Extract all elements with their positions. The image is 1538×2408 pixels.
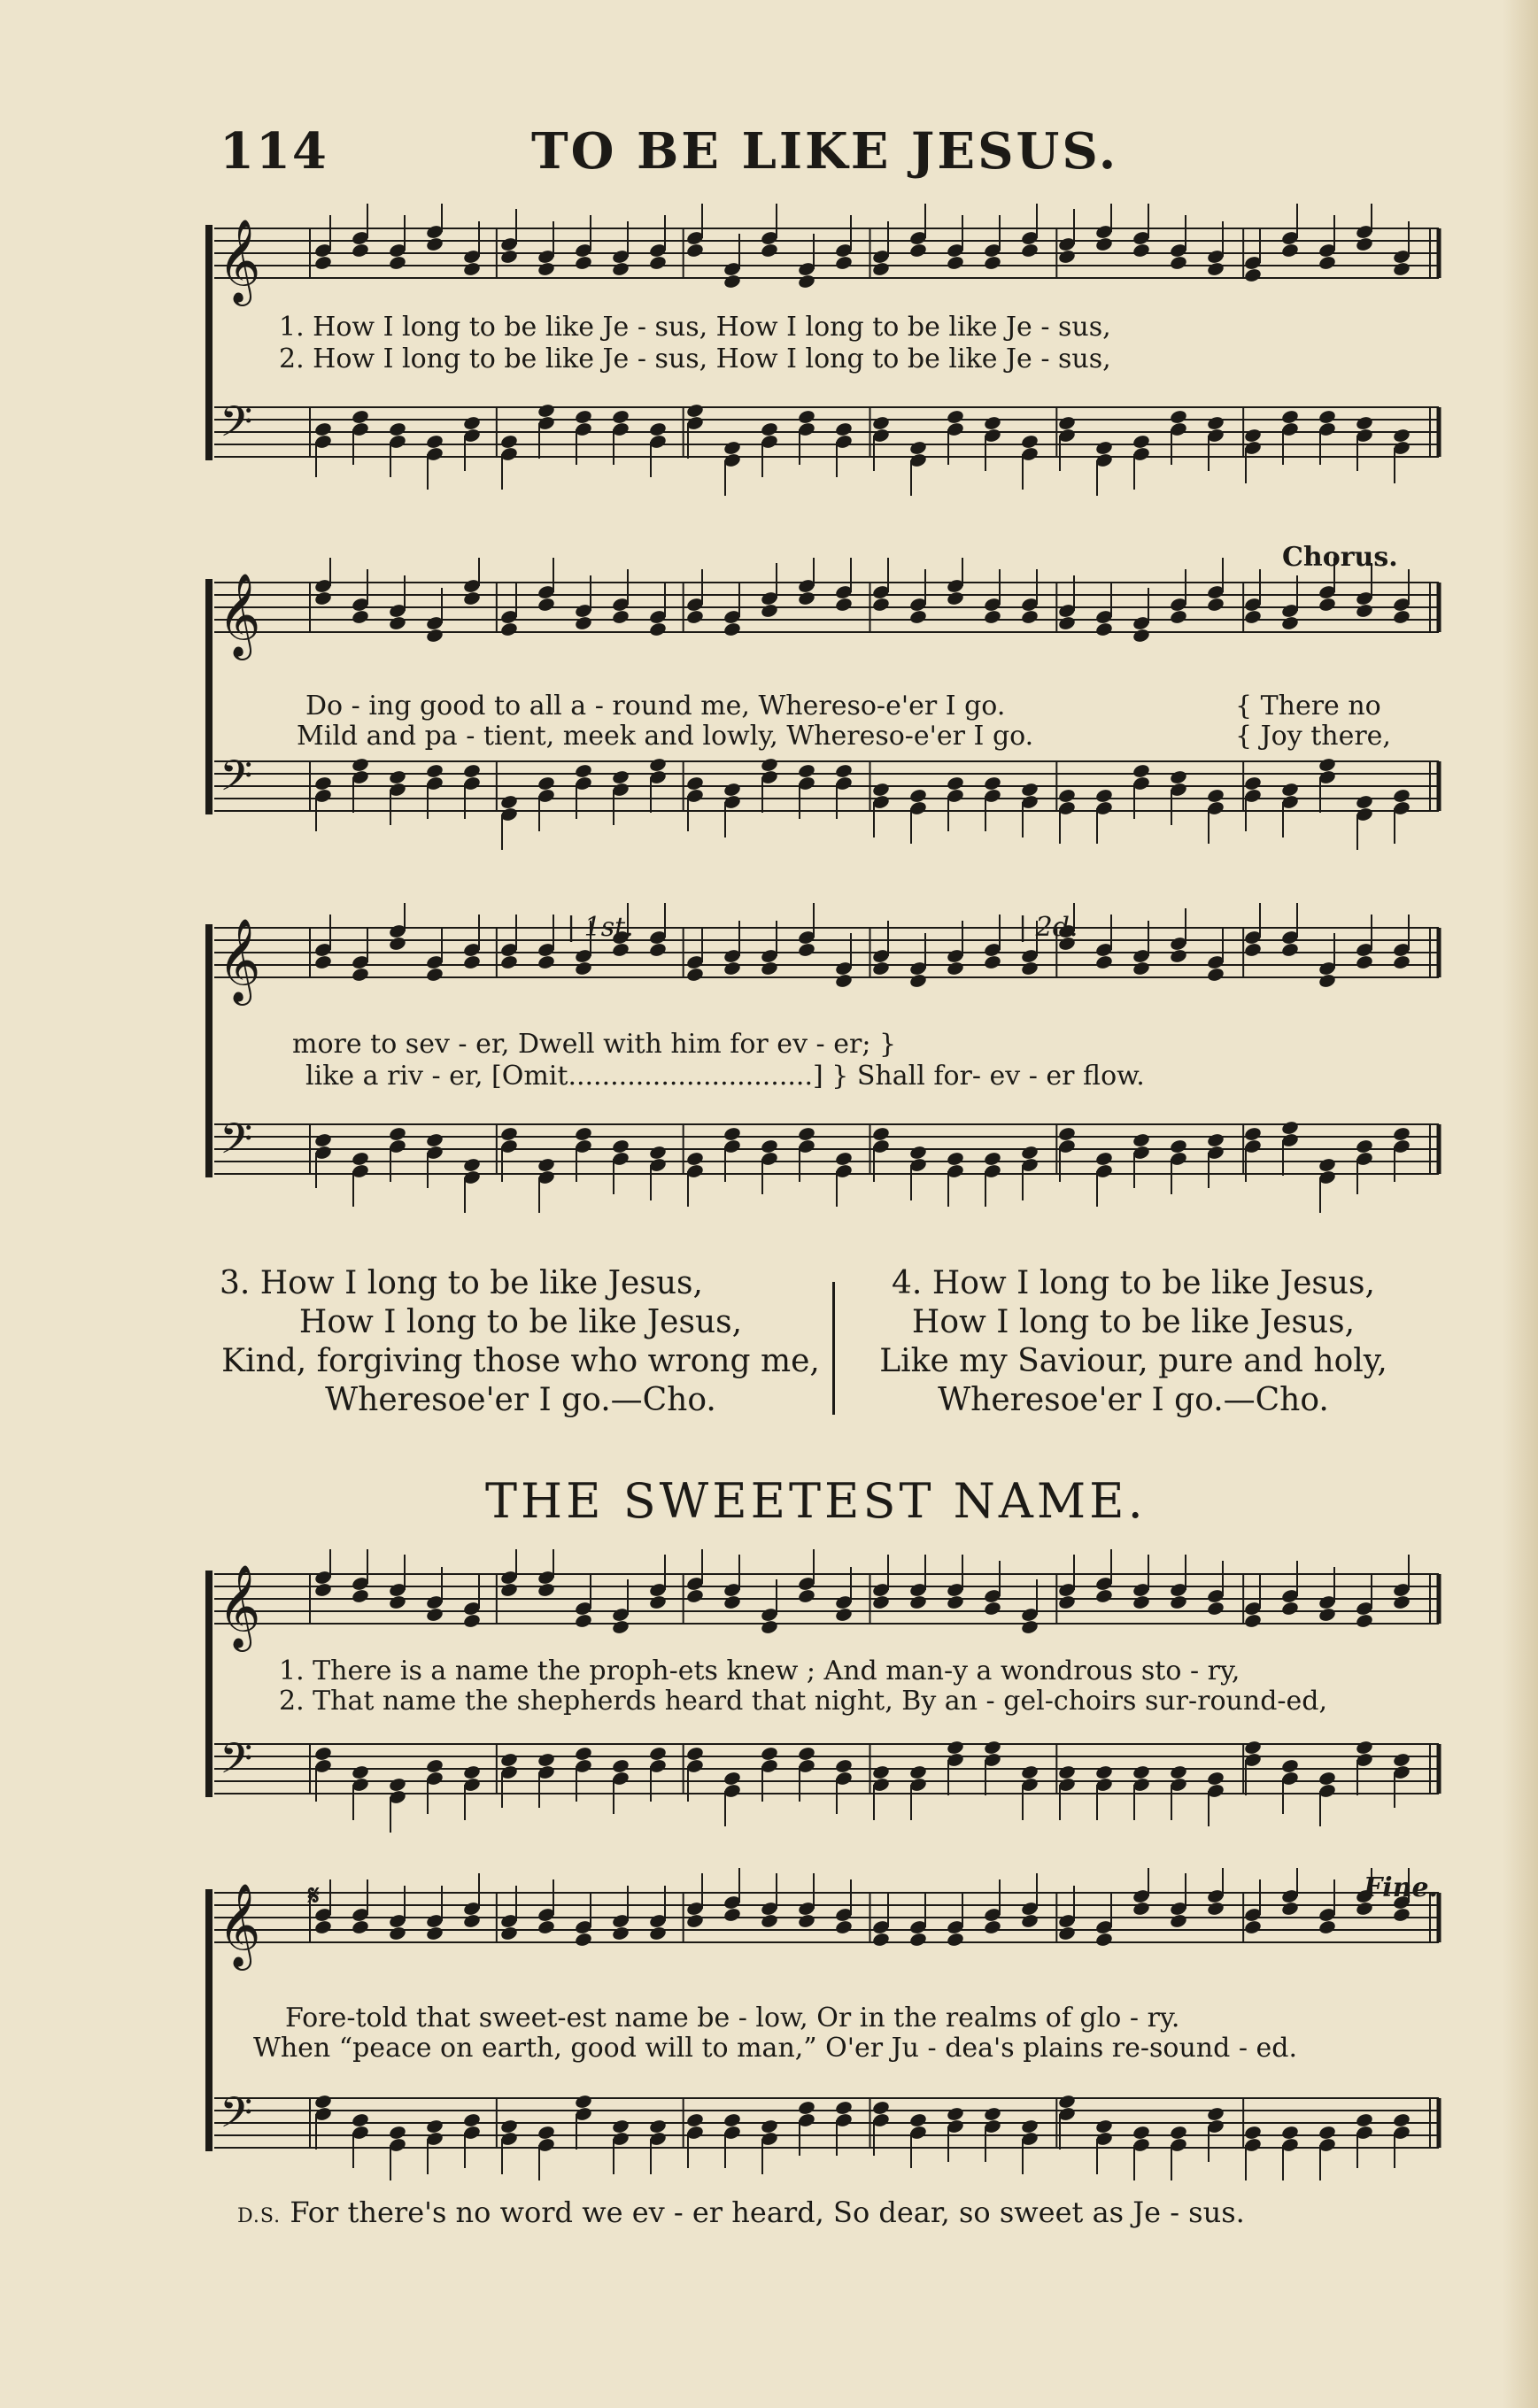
lyric-line: Do - ing good to all a - round me, Whereso-e'er I go. <box>305 691 1006 722</box>
fine-marker: Fine. <box>1364 1872 1439 1903</box>
verse-line: Like my Saviour, pure and holy, <box>879 1343 1387 1379</box>
music-system <box>204 1549 1443 1841</box>
music-system <box>204 204 1443 505</box>
bass-clef-icon: 𝄢 <box>220 397 253 457</box>
verse-4 <box>850 1264 1417 1420</box>
bass-clef-icon: 𝄢 <box>220 1114 253 1174</box>
second-ending-label: | 2d. <box>1018 912 1078 943</box>
lyric-line: 1. How I long to be like Je - sus, How I long to be like Je - sus, <box>279 312 1111 343</box>
hymn-title-to-be-like-jesus: TO BE LIKE JESUS. <box>531 122 1119 181</box>
verse-divider <box>832 1282 835 1415</box>
bass-clef-icon: 𝄢 <box>220 751 253 811</box>
music-system <box>204 1868 1443 2196</box>
treble-clef-icon: 𝄞 <box>218 573 261 657</box>
verse-line: Wheresoe'er I go.—Cho. <box>325 1382 716 1418</box>
lyric-line: { There no <box>1235 691 1381 722</box>
bass-clef-icon: 𝄢 <box>220 2088 253 2148</box>
segno-sign: 𝄋 <box>308 1880 320 1911</box>
chorus-label: Chorus. <box>1282 542 1398 573</box>
lyric-line: like a riv - er, [Omit.............................] } Shall for- ev - er flow. <box>305 1061 1145 1092</box>
lyric-line: Fore-told that sweet-est name be - low, Or in the realms of glo - ry. <box>285 2003 1180 2034</box>
verse-line: How I long to be like Jesus, <box>911 1304 1356 1340</box>
treble-clef-icon: 𝄞 <box>218 219 261 303</box>
verse-line: How I long to be like Jesus, <box>298 1304 743 1340</box>
page-number: 114 <box>220 122 328 181</box>
lyric-line: 2. That name the shepherds heard that night, By an - gel-choirs sur-round-ed, <box>279 1686 1328 1717</box>
treble-clef-icon: 𝄞 <box>218 918 261 1002</box>
page-edge <box>1503 0 1538 2408</box>
ds-lyric: For there's no word we ev - er heard, So dear, so sweet as Je - sus. <box>290 2196 1245 2229</box>
treble-clef-icon: 𝄞 <box>218 1883 261 1967</box>
dal-segno-line <box>237 2196 1245 2229</box>
music-system <box>204 903 1443 1222</box>
hymn-title-the-sweetest-name: THE SWEETEST NAME. <box>485 1473 1147 1529</box>
verse-line: 4. How I long to be like Jesus, <box>892 1265 1375 1301</box>
verse-line: Kind, forgiving those who wrong me, <box>221 1343 820 1379</box>
verse-line: 3. How I long to be like Jesus, <box>220 1265 703 1301</box>
lyric-line: more to sev - er, Dwell with him for ev - er; } <box>292 1029 897 1060</box>
music-system <box>204 542 1443 859</box>
bass-clef-icon: 𝄢 <box>220 1733 253 1794</box>
lyric-line: When “peace on earth, good will to man,” O'er Ju - dea's plains re-sound - ed. <box>253 2033 1297 2064</box>
first-ending-label: | 1st. <box>567 912 634 943</box>
treble-clef-icon: 𝄞 <box>218 1564 261 1648</box>
verse-3 <box>220 1264 822 1420</box>
lyric-line: 1. There is a name the proph-ets knew ; And man-y a wondrous sto - ry, <box>279 1656 1240 1686</box>
lyric-line: { Joy there, <box>1235 721 1391 752</box>
ds-label: D.S. <box>237 2205 282 2227</box>
lyric-line: 2. How I long to be like Je - sus, How I long to be like Je - sus, <box>279 343 1111 374</box>
lyric-line: Mild and pa - tient, meek and lowly, Whereso-e'er I go. <box>297 721 1034 752</box>
verse-line: Wheresoe'er I go.—Cho. <box>938 1382 1329 1418</box>
